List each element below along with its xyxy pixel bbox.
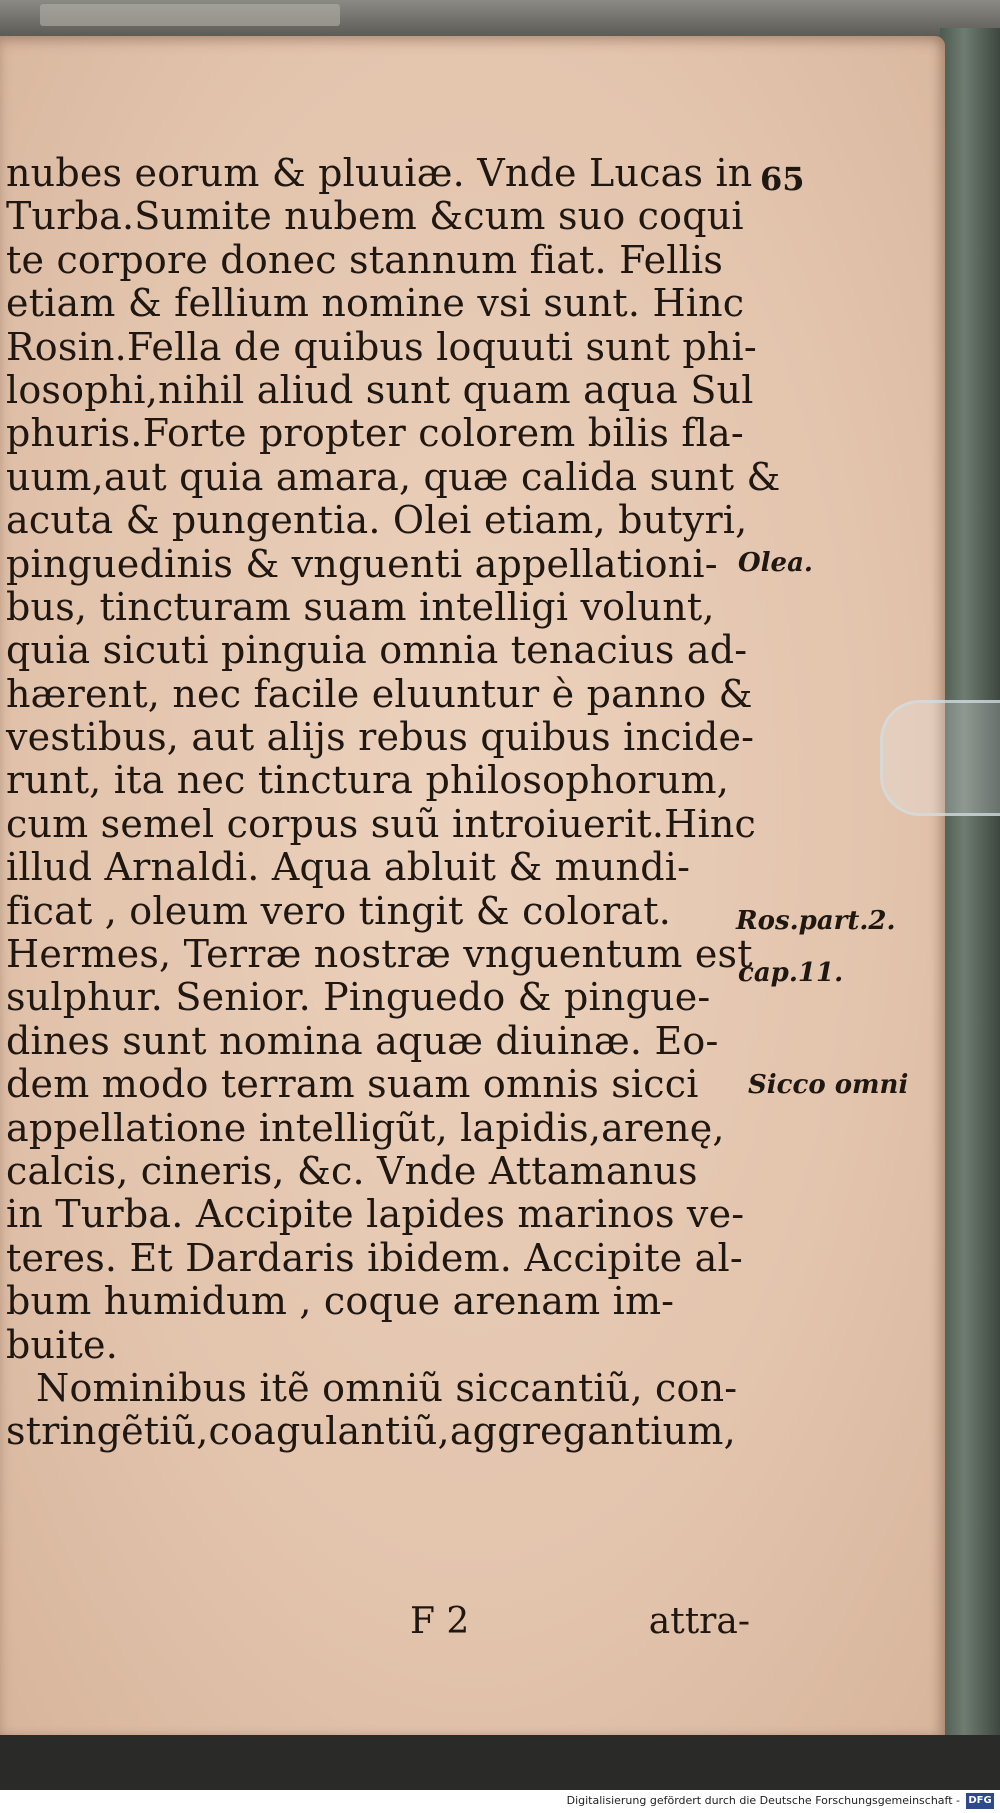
text-line: Nominibus itẽ omniũ siccantiũ, con-: [36, 1365, 738, 1410]
text-line: ficat , oleum vero tingit & colorat.: [6, 888, 672, 933]
text-line: teres. Et Dardaris ibidem. Accipite al-: [6, 1235, 743, 1280]
text-line: sulphur. Senior. Pinguedo & pingue-: [6, 975, 711, 1020]
text-line: phuris.Forte propter colorem bilis fla-: [6, 411, 744, 456]
text-line: etiam & fellium nomine vsi sunt. Hinc: [6, 281, 745, 326]
text-line: appellatione intelligũt, lapidis,arenę,: [6, 1105, 725, 1150]
book-fore-edge: [940, 28, 1000, 1738]
book-edge: [40, 4, 340, 26]
text-line: in Turba. Accipite lapides marinos ve-: [6, 1192, 745, 1237]
text-line: acuta & pungentia. Olei etiam, butyri,: [6, 498, 748, 543]
margin-note-cap: cap.11.: [738, 958, 844, 988]
margin-note-rosarius: Ros.part.2.: [736, 906, 896, 936]
catchword-line: [410, 1600, 750, 1644]
text-line: illud Arnaldi. Aqua abluit & mundi-: [6, 845, 691, 890]
text-line: dines sunt nomina aquæ diuinæ. Eo-: [6, 1018, 719, 1063]
margin-note-sicco: Sicco omni: [748, 1070, 909, 1100]
text-line: stringẽtiũ,coagulantiũ,aggregantium,: [6, 1409, 736, 1454]
text-line: runt, ita nec tinctura philosophorum,: [6, 758, 730, 803]
text-line: te corpore donec stannum fiat. Fellis: [6, 237, 724, 282]
text-line: bum humidum , coque arenam im-: [6, 1279, 675, 1324]
text-line: hærent, nec facile eluuntur è panno &: [6, 671, 753, 716]
bottom-band: [0, 1735, 1000, 1790]
footer-strip: [0, 1790, 1000, 1813]
text-line: pinguedinis & vnguenti appellationi-: [6, 541, 718, 586]
text-line: cum semel corpus suũ introiuerit.Hinc: [6, 801, 757, 846]
text-line: buite.: [6, 1322, 118, 1367]
text-line: Turba.Sumite nubem &cum suo coqui: [6, 194, 744, 239]
catchword: attra-: [648, 1601, 750, 1642]
text-line: bus, tincturam suam intelligi volunt,: [6, 584, 715, 629]
text-line: vestibus, aut alijs rebus quibus incide-: [6, 715, 755, 760]
page-clip: [880, 700, 1000, 816]
footer-credit: Digitalisierung gefördert durch die Deutsche Forschungsgemeinschaft -: [566, 1794, 960, 1807]
signature-mark: F 2: [410, 1601, 470, 1642]
dfg-logo: DFG: [966, 1793, 994, 1809]
margin-note-olea: Olea.: [738, 548, 813, 578]
text-line: dem modo terram suam omnis sicci: [6, 1062, 699, 1107]
text-line: Rosin.Fella de quibus loquuti sunt phi-: [6, 324, 757, 369]
text-line: uum,aut quia amara, quæ calida sunt &: [6, 454, 781, 499]
text-line: nubes eorum & pluuiæ. Vnde Lucas in: [6, 151, 753, 195]
text-line: calcis, cineris, &c. Vnde Attamanus: [6, 1148, 698, 1193]
text-line: quia sicuti pinguia omnia tenacius ad-: [6, 628, 748, 673]
page-number: 65: [760, 160, 805, 198]
text-line: losophi,nihil aliud sunt quam aqua Sul: [6, 367, 754, 412]
text-line: Hermes, Terræ nostræ vnguentum est: [6, 932, 753, 977]
